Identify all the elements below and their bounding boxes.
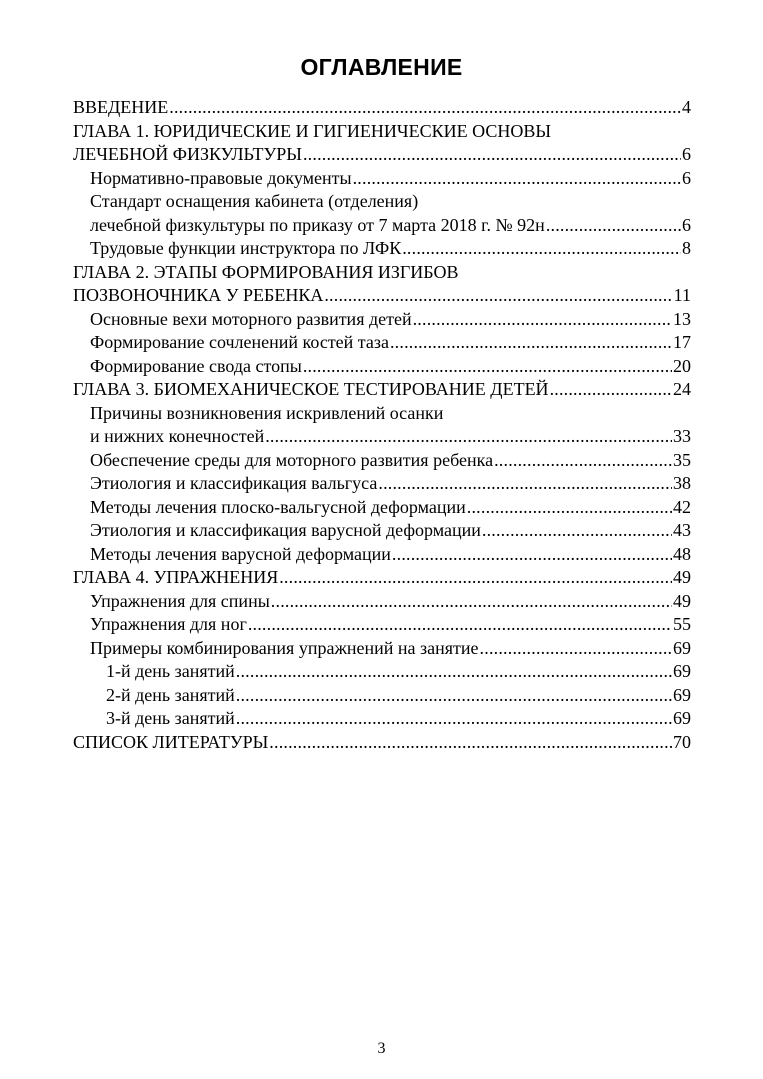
toc-entry-page: 48	[673, 543, 691, 564]
toc-entry[interactable]	[73, 214, 691, 238]
page-number: 3	[377, 1040, 386, 1057]
toc-entry[interactable]	[73, 261, 691, 285]
toc-entry-page: 69	[673, 708, 691, 728]
dot-leader	[467, 496, 672, 520]
toc-entry[interactable]	[73, 308, 691, 332]
toc-entry-title: Примеры комбинирования упражнений на занятие	[90, 637, 479, 658]
toc-entry-page: 13	[673, 308, 691, 329]
toc-entry[interactable]	[73, 613, 691, 637]
toc-entry-title: Методы лечения варусной деформации	[90, 543, 391, 564]
toc-entry[interactable]	[73, 660, 691, 684]
dot-leader	[279, 566, 672, 590]
dot-leader	[265, 425, 672, 449]
toc-entry-title: Причины возникновения искривлений осанки	[90, 402, 444, 423]
toc-entry[interactable]	[73, 378, 691, 402]
toc-entry-page: 69	[673, 661, 691, 681]
toc-entry-page: 33	[673, 426, 691, 446]
toc-entry[interactable]	[73, 190, 691, 214]
dot-leader	[402, 237, 681, 261]
dot-leader	[303, 143, 681, 167]
dot-leader	[269, 731, 672, 755]
dot-leader	[236, 684, 672, 708]
toc-entry[interactable]	[73, 684, 691, 708]
toc-entry-page: 35	[673, 449, 691, 470]
toc-entry-page: 24	[673, 379, 691, 399]
toc-entry-page: 11	[673, 285, 691, 305]
toc-entry-title: лечебной физкультуры по приказу от 7 марта 2018 г. № 92н	[90, 214, 545, 235]
dot-leader	[494, 449, 672, 473]
toc-entry-page: 42	[673, 496, 691, 517]
toc-entry-title: Трудовые функции инструктора по ЛФК	[90, 238, 402, 258]
toc-entry-title: Методы лечения плоско-вальгусной деформации	[90, 496, 466, 517]
toc-entry-title: 3-й день занятий	[106, 708, 235, 728]
toc-entry-page: 69	[673, 684, 691, 705]
dot-leader	[480, 637, 672, 661]
table-of-contents	[73, 96, 691, 754]
toc-entry[interactable]	[73, 167, 691, 191]
toc-entry-page: 4	[682, 97, 691, 117]
toc-entry-title: 1-й день занятий	[106, 661, 235, 681]
dot-leader	[353, 167, 681, 191]
toc-entry-page: 6	[682, 144, 691, 164]
toc-entry-page: 6	[682, 167, 691, 188]
toc-entry-title: Нормативно-правовые документы	[90, 167, 352, 188]
toc-entry-title: Обеспечение среды для моторного развития ребенка	[90, 449, 494, 470]
toc-entry-page: 55	[673, 614, 691, 634]
toc-entry[interactable]	[73, 120, 691, 144]
toc-title: ОГЛАВЛЕНИЕ	[300, 54, 463, 80]
toc-entry[interactable]	[73, 519, 691, 543]
toc-entry-title: ПОЗВОНОЧНИКА У РЕБЕНКА	[73, 285, 324, 305]
toc-entry-page: 43	[673, 520, 691, 540]
toc-entry-title: СПИСОК ЛИТЕРАТУРЫ	[73, 731, 269, 752]
toc-entry-title: Этиология и классификация варусной деформации	[90, 520, 481, 540]
toc-entry[interactable]	[73, 355, 691, 379]
dot-leader	[482, 519, 672, 543]
dot-leader	[390, 331, 672, 355]
dot-leader	[271, 590, 672, 614]
toc-entry-title: Упражнения для спины	[90, 590, 270, 611]
dot-leader	[378, 472, 672, 496]
toc-entry[interactable]	[73, 566, 691, 590]
toc-entry[interactable]	[73, 402, 691, 426]
dot-leader	[413, 308, 672, 332]
dot-leader	[392, 543, 672, 567]
toc-entry[interactable]	[73, 543, 691, 567]
toc-entry-page: 8	[682, 238, 691, 258]
toc-entry-title: Основные вехи моторного развития детей	[90, 308, 412, 329]
toc-entry-title: ЛЕЧЕБНОЙ ФИЗКУЛЬТУРЫ	[73, 144, 302, 164]
dot-leader	[236, 707, 672, 731]
toc-entry[interactable]	[73, 96, 691, 120]
toc-entry-title: ВВЕДЕНИЕ	[73, 97, 169, 117]
toc-entry[interactable]	[73, 731, 691, 755]
toc-entry-title: ГЛАВА 3. БИОМЕХАНИЧЕСКОЕ ТЕСТИРОВАНИЕ ДЕТЕЙ	[73, 379, 549, 399]
toc-entry[interactable]	[73, 284, 691, 308]
toc-entry-title: Формирование сочленений костей таза	[90, 332, 389, 352]
toc-entry-page: 6	[682, 214, 691, 235]
toc-entry-title: Стандарт оснащения кабинета (отделения)	[90, 191, 419, 211]
toc-entry-page: 69	[673, 637, 691, 658]
toc-entry[interactable]	[73, 237, 691, 261]
toc-entry[interactable]	[73, 425, 691, 449]
dot-leader	[550, 378, 672, 402]
toc-entry-page: 70	[673, 731, 691, 752]
toc-entry-page: 49	[673, 590, 691, 611]
toc-entry-page: 38	[673, 473, 691, 493]
toc-entry[interactable]	[73, 496, 691, 520]
toc-entry-title: 2-й день занятий	[106, 684, 235, 705]
toc-entry-title: ГЛАВА 1. ЮРИДИЧЕСКИЕ И ГИГИЕНИЧЕСКИЕ ОСНОВЫ	[73, 120, 552, 141]
toc-entry-title: Формирование свода стопы	[90, 355, 302, 376]
toc-entry-page: 17	[673, 332, 691, 352]
toc-entry[interactable]	[73, 449, 691, 473]
dot-leader	[169, 96, 681, 120]
dot-leader	[303, 355, 672, 379]
toc-entry-title: ГЛАВА 4. УПРАЖНЕНИЯ	[73, 567, 279, 587]
toc-entry[interactable]	[73, 590, 691, 614]
toc-entry-page: 20	[673, 355, 691, 376]
toc-entry[interactable]	[73, 637, 691, 661]
dot-leader	[546, 214, 681, 238]
toc-entry[interactable]	[73, 472, 691, 496]
toc-entry-title: и нижних конечностей	[90, 426, 265, 446]
toc-entry[interactable]	[73, 331, 691, 355]
toc-entry-title: Этиология и классификация вальгуса	[90, 473, 378, 493]
dot-leader	[248, 613, 672, 637]
toc-entry-title: Упражнения для ног	[90, 614, 247, 634]
toc-entry-title: ГЛАВА 2. ЭТАПЫ ФОРМИРОВАНИЯ ИЗГИБОВ	[73, 261, 459, 282]
dot-leader	[236, 660, 672, 684]
toc-entry[interactable]	[73, 707, 691, 731]
toc-entry-page: 49	[673, 567, 691, 587]
toc-entry[interactable]	[73, 143, 691, 167]
dot-leader	[324, 284, 672, 308]
